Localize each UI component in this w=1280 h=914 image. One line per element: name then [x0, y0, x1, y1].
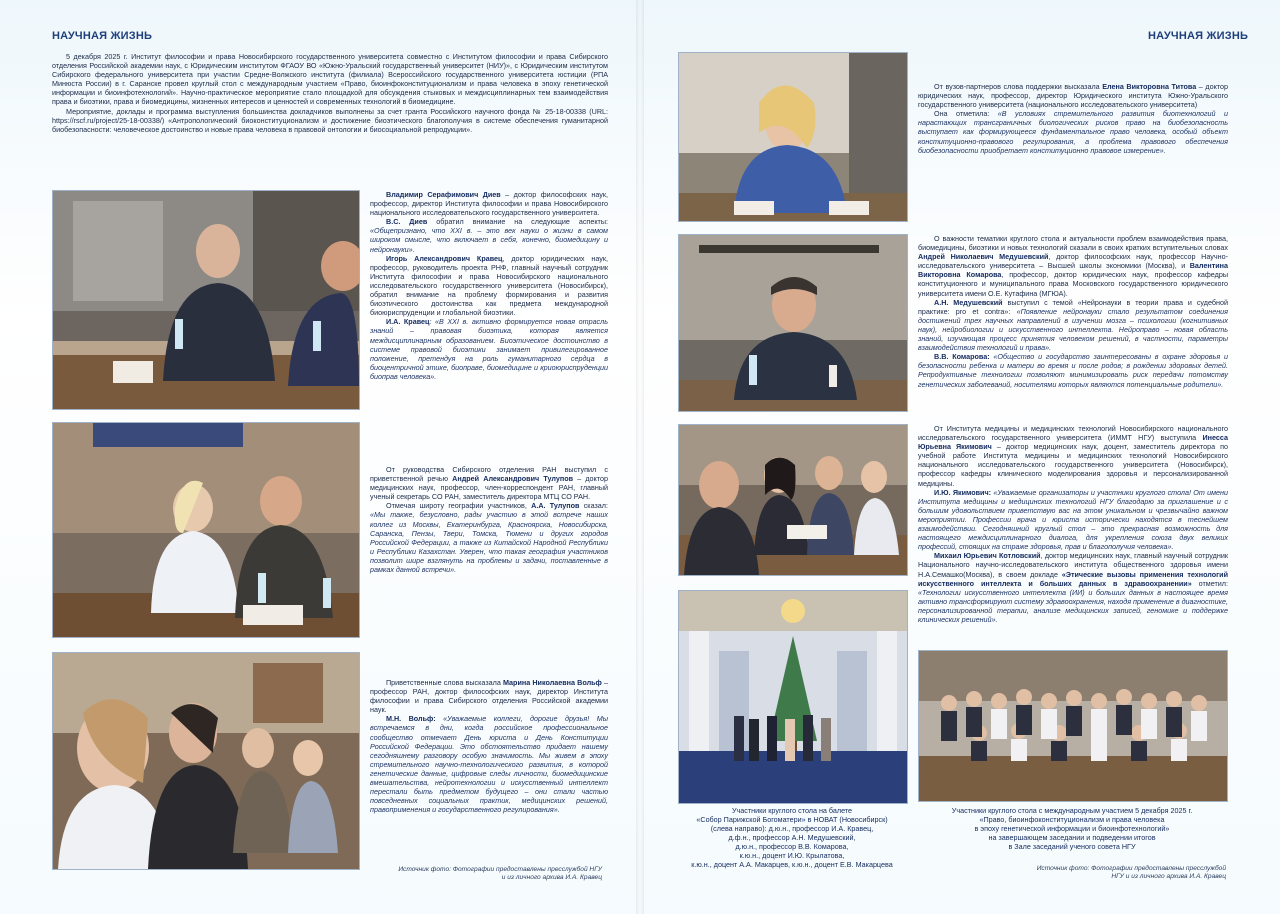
titova-name: Елена Викторовна Титова — [1102, 82, 1197, 91]
kotlovsky-name: Михаил Юрьевич Котловский — [934, 551, 1041, 561]
photo-credit-left: Источник фото: Фотографии предоставлены пресслужбой НГУ и из личного архива И.А. Кравец — [398, 866, 602, 882]
photo-group — [918, 650, 1228, 802]
block-wolf: Приветственные слова высказала Марина Николаевна Вольф – профессор РАН, доктор философских наук, директор Института философии и права Сибирского отделения Российской академии наук. М.Н. Вольф: «Уважаемые коллеги, дорогие друзья! Мы встречаемся в дни, когда российское профессиональное сообщество отмечает День юриста и День Конституции Российской Федерации. Это обстоятельство придает нашему сегодняшнему разговору особую значимость. Мы живем в эпоху стремительного научно-технологического развития, в которой генетические данные, цифровые следы личности, биомедицинские вмешательства, нейротехнологии и искусственный интеллект перестали быть предметом будущего – они стали частью повседневных социальных практик, медицинских решений, правоприменения и государственного регулирования». — [370, 678, 609, 815]
block-tulupov: От руководства Сибирского отделения РАН выступил с приветственной речью Андрей Александрович Тулупов – доктор медицинских наук, профессор, член-корреспондент РАН, главный ученый секретарь СО РАН, заместитель директора МТЦ СО РАН. Отмечая широту географии участников, А.А. Тулупов сказал: «Мы также, безусловно, рады участию в этой встрече наших коллег из Москвы, Екатеринбурга, Красноярска, Новосибирска, Саранска, Пензы, Твери, Томска, Тюмени и других городов Российской Федерации, а также из Китайской Народной Республики и Республики Казахстан. Уверен, что такая география участников позволит шире взглянуть на проблемы и задачи, поставленные в рамках данной встречи». — [370, 465, 608, 575]
diev-name: Владимир Серафимович Диев — [386, 190, 501, 199]
yakimovich-name: Инесса Юрьевна Якимович — [918, 433, 1228, 452]
photo-credit-right: Источник фото: Фотографии предоставлены пресслужбой НГУ и из личного архива И.А. Кравец — [1036, 865, 1226, 881]
wolf-name: Марина Николаевна Вольф — [502, 678, 602, 687]
photo-medushevsky — [678, 234, 908, 412]
medushevsky-name: Андрей Николаевич Медушевский — [918, 252, 1049, 262]
photo-diev-kravets — [52, 190, 360, 410]
photo-ballet-theatre — [678, 590, 908, 804]
caption-ballet: Участники круглого стола на балете «Собор Парижской Богоматери» в НОВАТ (Новосибирск) (слева направо): д.ю.н., профессор И.А. Кравец, д.ф.н., профессор А.Н. Медушевский, д.ю.н., профессор В.В. Комарова, к.ю.н., доцент И.Ю. Крылатова, к.ю.н., доцент А.А. Макарцев, к.ю.н., доцент Е.В. Макарцева — [691, 806, 893, 869]
intro-text — [52, 52, 608, 134]
intro-paragraph-2: Мероприятие, доклады и программа выступления большинства докладчиков выполнены за счет гранта Российского научного фонда № 25-18-00338 (URL: https://rscf.ru/project/25-18-00338/) «Антропологический биоконституционализм и достижение биоэтического благополучия в системе обеспечения гуманитарной биобезопасности: человеческое достоинство и новые права человека в правовой онтологии и биосоциальной репродукции». — [52, 106, 608, 134]
tulupov-name: Андрей Александрович Тулупов — [452, 474, 574, 484]
komarova-name: Валентина Викторовна Комарова — [918, 261, 1228, 280]
photo-tulupov — [52, 422, 360, 638]
photo-titova — [678, 52, 908, 222]
photo-yakimovich — [678, 424, 908, 576]
page-gutter — [636, 0, 644, 914]
rubric-right: НАУЧНАЯ ЖИЗНЬ — [1148, 30, 1249, 42]
caption-group: Участники круглого стола с международным участием 5 декабря 2025 г. «Право, биоинфоконституционализм и права человека в эпоху генетической информации и биоинфотехнологий» на завершающем заседании и подведении итогов в Зале заседаний ученого совета НГУ — [951, 806, 1193, 851]
block-medushevsky: О важности тематики круглого стола и актуальности проблем взаимодействия права, биомедицины, биоэтики и новых технологий сказали в своих кратких вступительных словах Андрей Николаевич Медушевский, доктор философских наук, профессор Научно-исследовательского университета – Высшей школы экономики (Москва), и Валентина Викторовна Комарова, профессор, доктор юридических наук, профессор кафедры конституционного и муниципального права Московского государственного юридического университета имени О.Е. Кутафина (МГЮА). А.Н. Медушевский выступил с темой «Нейронауки в теории права и судебной практике: pro et contra»: «Появление нейронауки стало результатом соединения достижений трех научных направлений в изучении мозга – психологии (когнитивных наук), нейробиологии и искусственного интеллекта. Нейроправо – новая область знаний, изучающая процесс принятия человеком решений, в частности, параметры взаимодействия технологий и права». В.В. Комарова: «Общество и государство заинтересованы в охране здоровья и безопасности ребенка и матери во время и после родов; в рождении здоровых детей. Репродуктивные технологии позволяют минимизировать риск передачи потомству генетических заболеваний, носителями которых являются потенциальные родители». — [918, 234, 1229, 389]
photo-audience — [52, 652, 360, 870]
block-yakimovich: От Института медицины и медицинских технологий Новосибирского национального исследовательского государственного университета (ИММТ НГУ) выступила Инесса Юрьевна Якимович – доктор медицинских наук, доцент, заместитель директора по учебной работе Института медицины и медицинских технологий Новосибирского национального исследовательского государственного университета (Новосибирск), профессор кафедры клинического моделирования здоровья и персонализированной медицины. И.Ю. Якимович: «Уважаемые организаторы и участники круглого стола! От имени Института медицины и медицинских технологий НГУ благодарю за приглашение и с большим удовольствием приветствую вас на этом уникальном и чрезвычайно важном мероприятии. Профессии врача и юриста исторически находятся в теснейшем взаимодействии. Сегодняшний круглый стол – это прекрасная возможность для настоящего междисциплинарного диалога, для укрепления союза двух великих профессий, стоящих на страже здоровья, прав и благополучия человека». Михаил Юрьевич Котловский, доктор медицинских наук, главный научный сотрудник Национального научно-исследовательского института общественного здоровья имени Н.А.Семашко(Москва), в своем докладе «Этические вызовы применения технологий искусственного интеллекта и больших данных в здравоохранении» отметил: «Технологии искусственного интеллекта (ИИ) и больших данных в настоящее время активно трансформируют систему здравоохранения, находя применение в диагностике, персонализированной терапии, анализе медицинских записей, геномике и поддержке клинических решений». — [918, 424, 1229, 624]
rubric-left: НАУЧНАЯ ЖИЗНЬ — [52, 30, 153, 42]
block-titova: От вузов-партнеров слова поддержки высказала Елена Викторовна Титова – доктор юридических наук, профессор, директор Юридического института Южно-Уральского государственного университета (национального исследовательского университета) Она отметила: «В условиях стремительного развития биотехнологий и нарастающих трансграничных биологических рисков право на биобезопасность выступает как формирующееся фундаментальное право человека, особый объект конституционно-правового регулирования, а проблема правового обеспечения биобезопасности приобретает конституционно правовое измерение». — [918, 82, 1228, 155]
intro-paragraph-1: 5 декабря 2025 г. Институт философии и права Новосибирского государственного университета совместно с Институтом философии и права Сибирского отделения Российской академии наук, с Юридическим институтом ФГАОУ ВО «Южно-Уральский государственный университет (НИУ)», с Юридическим институтом Сибирского федерального университета при участии Средне-Волжского института (филиала) Всероссийского государственного университета юстиции (РПА Минюста России) в г. Саранске провел круглый стол с международным участием «Право, биоинфоконституционализм и права человека в эпоху генетической информации и биоинфотехнологий». Научно-практическое мероприятие стало площадкой для обсуждения стыковых и междисциплинарных тем взаимодействия права и биоэтики, права и биомедицины, жизненных интересов и ценностей и современных технологий в биомедицине. — [52, 52, 608, 107]
block-diev: Владимир Серафимович Диев – доктор философских наук, профессор, директор Института философии и права Новосибирского национального исследовательского государственного университета. В.С. Диев обратил внимание на следующие аспекты: «Общепризнано, что XXI в. – это век науки о жизни в самом широком смысле, что включает в себя, конечно, биомедицину и нейронауки». Игорь Александрович Кравец, доктор юридических наук, профессор, руководитель проекта РНФ, главный научный сотрудник Института философии и права Новосибирского национального исследовательского государственного университета (Новосибирск), обратил внимание на проблему формирования и развития биоэтического достоинства как предмета международной биоюриспруденции и глобальной биоэтики. И.А. Кравец: «В XXI в. активно формируется новая отрасль знаний – правовая биоэтика, которая является междисциплинарным образованием. Биоэтическое достоинство в системе правовой биоэтики занимает привилегированное положение, претендуя на роль гуманитарного сердца в биоцентричной этике, биоправе, биомедицине и криоюриспруденции биоправ человека». — [370, 190, 608, 381]
kravets-name: Игорь Александрович Кравец — [386, 253, 503, 263]
